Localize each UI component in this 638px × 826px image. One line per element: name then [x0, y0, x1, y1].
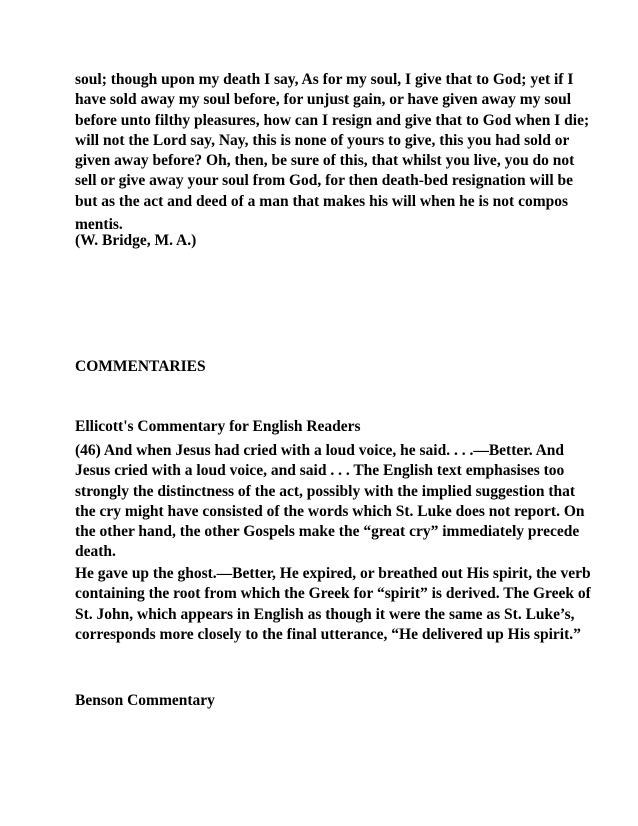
text-line: He gave up the ghost.—Better, He expired, or breathed out His spirit, the verb — [75, 565, 591, 582]
text-line: soul; though upon my death I say, As for my soul, I give that to God; yet if I — [75, 71, 574, 88]
text-line: the other hand, the other Gospels make the “great cry” immediately precede — [75, 523, 580, 541]
text-line: corresponds more closely to the final utterance, “He delivered up His spirit.” — [75, 625, 581, 643]
intro-paragraph — [75, 70, 590, 235]
text-line: given away before? Oh, then, be sure of this, that whilst you live, you do not — [75, 152, 575, 170]
text-line: the cry might have consisted of the words which St. Luke does not report. On — [75, 502, 585, 520]
text-line: will not the Lord say, Nay, this is none of yours to give, this you had sold or — [75, 131, 570, 149]
text-line: mentis. — [75, 216, 123, 234]
text-line: Jesus cried with a loud voice, and said . . . The English text emphasises too — [75, 462, 565, 480]
text-line: sell or give away your soul from God, for then death-bed resignation will be — [75, 172, 574, 190]
text-line: have sold away my soul before, for unjust gain, or have given away my soul — [75, 91, 572, 109]
attribution: (W. Bridge, M. A.) — [75, 232, 197, 249]
text-line: strongly the distinctness of the act, possibly with the implied suggestion that — [75, 482, 576, 500]
text-line: containing the root from which the Greek for “spirit” is derived. The Greek of — [75, 585, 591, 603]
ellicott-paragraph-1 — [75, 441, 585, 563]
benson-heading: Benson Commentary — [75, 692, 215, 709]
text-line: but as the act and deed of a man that makes his will when he is not compos — [75, 192, 569, 210]
text-line: death. — [75, 543, 116, 561]
section-heading: COMMENTARIES — [75, 358, 206, 375]
text-line: (46) And when Jesus had cried with a loud voice, he said. . . .—Better. And — [75, 442, 565, 459]
ellicott-heading: Ellicott's Commentary for English Readers — [75, 418, 361, 435]
text-line: St. John, which appears in English as though it were the same as St. Luke’s, — [75, 605, 575, 623]
text-line: before unto filthy pleasures, how can I resign and give that to God when I die; — [75, 111, 590, 129]
ellicott-paragraph-2 — [75, 564, 591, 645]
